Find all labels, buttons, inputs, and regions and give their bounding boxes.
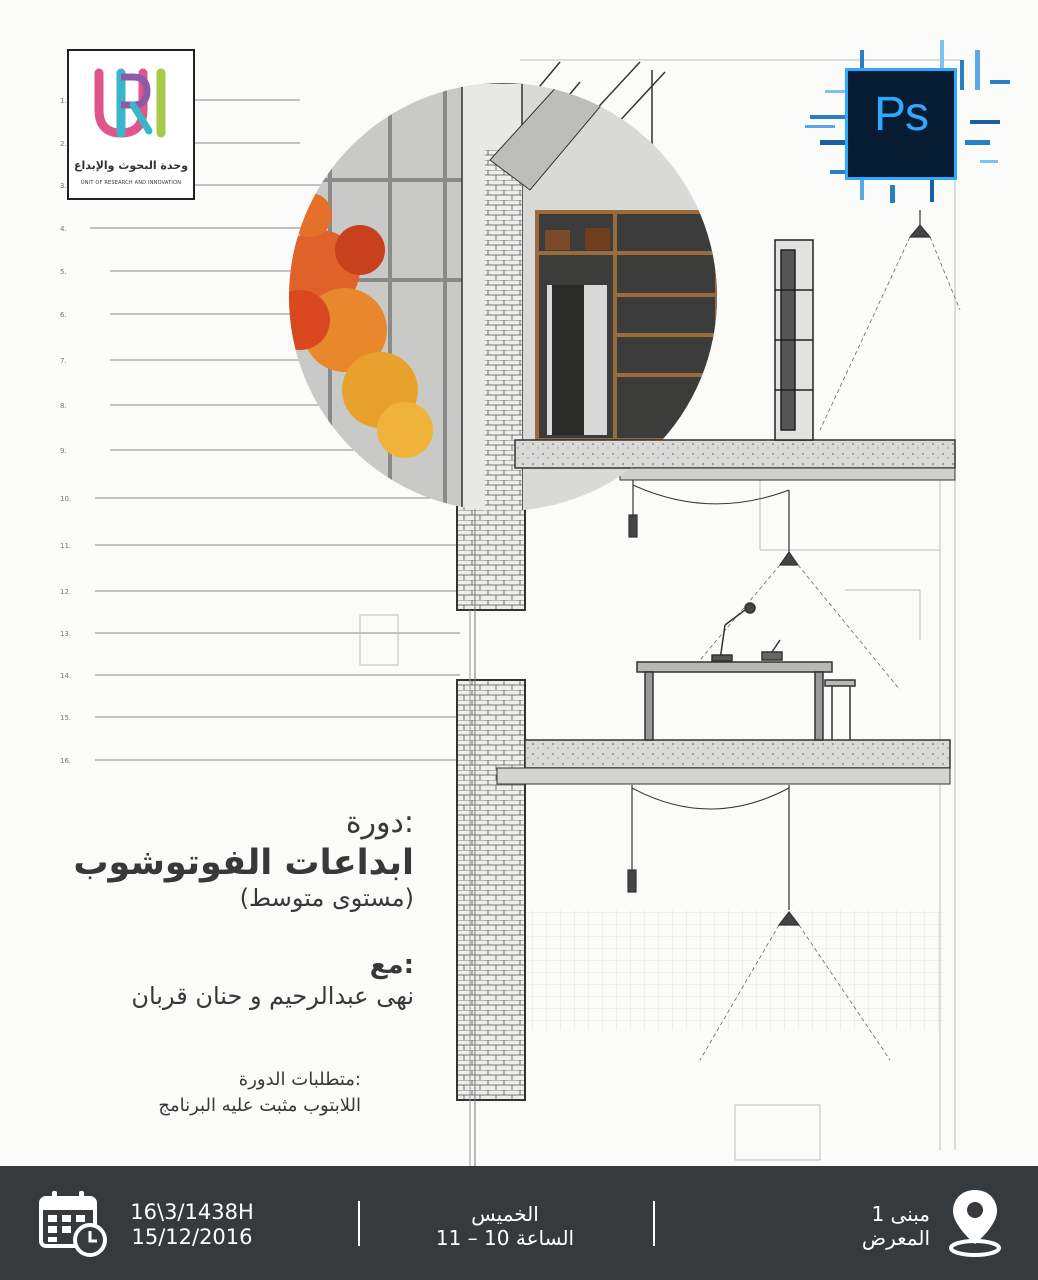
map-pin-icon <box>945 1186 1005 1258</box>
event-time: الساعة 10 – 11 <box>435 1226 575 1250</box>
event-day: الخميس <box>471 1202 539 1226</box>
ruler-number: 3. <box>60 182 67 190</box>
ruler-number: 6. <box>60 311 67 319</box>
ruler-number: 1. <box>60 97 67 105</box>
footer-info-bar <box>0 1166 1038 1280</box>
research-unit-logo <box>67 49 195 200</box>
requirements-text: اللابتوب مثبت عليه البرنامج <box>158 1095 361 1116</box>
course-level: (مستوى متوسط) <box>239 884 414 912</box>
ruler-number: 7. <box>60 357 67 365</box>
ruler-number: 11. <box>60 542 72 550</box>
photoshop-logo <box>800 30 1015 205</box>
logo-mark-icon <box>69 55 193 155</box>
building-name: مبنى 1 <box>871 1202 930 1226</box>
ps-badge-text: Ps <box>873 88 928 141</box>
footer-divider <box>653 1201 655 1246</box>
instructors-label: :مع <box>369 950 414 980</box>
ruler-number: 12. <box>60 588 72 596</box>
ruler-number: 16. <box>60 757 72 765</box>
requirements-label: :متطلبات الدورة <box>238 1069 361 1090</box>
ruler-number: 14. <box>60 672 72 680</box>
footer-divider <box>358 1201 360 1246</box>
course-label: :دورة <box>345 805 414 840</box>
instructor-names: نهى عبدالرحيم و حنان قربان <box>131 982 414 1010</box>
ruler-number: 9. <box>60 447 67 455</box>
ruler-number: 4. <box>60 225 67 233</box>
ruler-number: 10. <box>60 495 72 503</box>
ruler-number: 5. <box>60 268 67 276</box>
date-hijri: 16\3/1438H <box>130 1200 254 1224</box>
course-title: ابداعات الفوتوشوب <box>73 843 414 883</box>
ps-badge <box>845 68 957 180</box>
logo-english-name: UNIT OF RESEARCH AND INNOVATION <box>80 180 182 186</box>
ruler-number: 15. <box>60 714 72 722</box>
ruler-number: 2. <box>60 140 67 148</box>
logo-arabic-name: وحدة البحوث والإبداع <box>73 159 189 172</box>
ruler-number: 8. <box>60 402 67 410</box>
date-gregorian: 15/12/2016 <box>131 1225 253 1249</box>
calendar-clock-icon <box>38 1188 108 1258</box>
ruler-number: 13. <box>60 630 72 638</box>
location-name: المعرض <box>861 1226 930 1250</box>
